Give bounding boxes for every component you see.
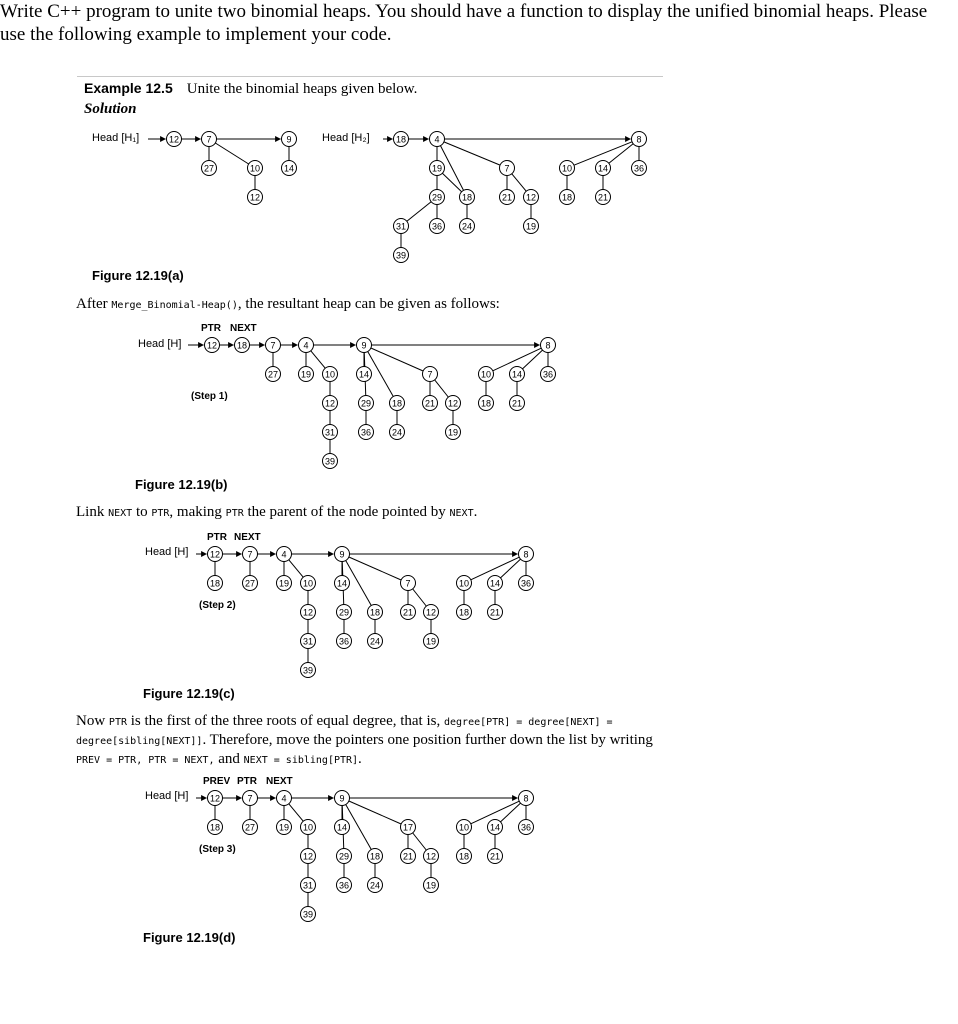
heap-node-7 — [401, 576, 416, 591]
heap-node-27 — [202, 161, 217, 176]
tree-edge — [444, 142, 500, 165]
heap-node-12 — [208, 791, 223, 806]
heap-node-19 — [430, 161, 445, 176]
para2-code: PTR — [225, 508, 244, 519]
heap-node-39 — [394, 248, 409, 263]
svg-text:7: 7 — [405, 578, 411, 589]
svg-text:7: 7 — [427, 369, 433, 380]
svg-text:4: 4 — [434, 134, 440, 145]
svg-text:4: 4 — [281, 549, 287, 560]
svg-text:21: 21 — [489, 851, 501, 862]
heap-node-19 — [446, 425, 461, 440]
svg-text:21: 21 — [511, 398, 523, 409]
svg-text:21: 21 — [489, 607, 501, 618]
heap-node-12 — [524, 190, 539, 205]
para3-code: PTR — [108, 717, 127, 728]
svg-text:7: 7 — [270, 340, 276, 351]
heap-node-21 — [488, 849, 503, 864]
heap-node-4 — [430, 132, 445, 147]
svg-text:10: 10 — [561, 163, 573, 174]
para3-code: NEXT = sibling[PTR] — [243, 755, 359, 766]
svg-text:29: 29 — [431, 192, 443, 203]
para1-code: Merge_Binomial-Heap() — [111, 300, 238, 311]
fig-b-next-label: NEXT — [230, 323, 257, 334]
svg-text:10: 10 — [324, 369, 336, 380]
question-text: Write C++ program to unite two binomial heaps. You should have a function to display the unified binomial heaps. Please use the following example to implement your code. — [0, 1, 928, 45]
heap-node-10 — [457, 820, 472, 835]
heap-node-19 — [277, 576, 292, 591]
svg-text:12: 12 — [324, 398, 336, 409]
fig-a-head2-label: Head [H₂] — [322, 132, 370, 144]
heap-node-24 — [368, 878, 383, 893]
heap-node-18 — [457, 849, 472, 864]
heap-node-12 — [424, 605, 439, 620]
svg-text:18: 18 — [395, 134, 407, 145]
heap-node-7 — [202, 132, 217, 147]
heap-node-18 — [208, 576, 223, 591]
heap-node-31 — [301, 878, 316, 893]
svg-text:12: 12 — [206, 340, 218, 351]
fig-c-step-label: (Step 2) — [199, 600, 236, 611]
para2-text: Link — [76, 504, 109, 520]
svg-text:21: 21 — [424, 398, 436, 409]
heap-node-8 — [541, 338, 556, 353]
heap-node-12 — [248, 190, 263, 205]
heap-node-31 — [301, 634, 316, 649]
heap-node-19 — [424, 634, 439, 649]
heap-node-10 — [457, 576, 472, 591]
heap-node-24 — [390, 425, 405, 440]
heap-node-14 — [510, 367, 525, 382]
tree-edge — [289, 560, 303, 577]
svg-text:27: 27 — [203, 163, 215, 174]
svg-text:24: 24 — [369, 636, 381, 647]
svg-text:18: 18 — [209, 822, 221, 833]
svg-text:10: 10 — [480, 369, 492, 380]
svg-text:9: 9 — [339, 549, 345, 560]
svg-text:12: 12 — [302, 607, 314, 618]
para3-text: and — [214, 751, 244, 767]
svg-text:4: 4 — [303, 340, 309, 351]
svg-text:4: 4 — [281, 793, 287, 804]
svg-text:14: 14 — [511, 369, 523, 380]
tree-edge — [311, 351, 325, 368]
heap-node-36 — [359, 425, 374, 440]
svg-text:10: 10 — [458, 578, 470, 589]
heap-node-14 — [282, 161, 297, 176]
svg-text:21: 21 — [402, 607, 414, 618]
svg-text:9: 9 — [361, 340, 367, 351]
svg-text:19: 19 — [278, 578, 290, 589]
fig-b-head-label: Head [H] — [138, 338, 182, 350]
heap-node-24 — [460, 219, 475, 234]
heap-node-12 — [301, 849, 316, 864]
svg-text:10: 10 — [249, 163, 261, 174]
svg-text:14: 14 — [489, 578, 501, 589]
heap-node-9 — [357, 338, 372, 353]
para3-text: . Therefore, move the pointers one position further down the list by writing — [202, 732, 653, 748]
svg-text:31: 31 — [302, 880, 314, 891]
para2-text: to — [132, 504, 152, 520]
svg-text:18: 18 — [236, 340, 248, 351]
svg-text:12: 12 — [425, 607, 437, 618]
svg-text:10: 10 — [302, 578, 314, 589]
figure-c-caption: Figure 12.19(c) — [143, 686, 235, 701]
heap-node-8 — [519, 547, 534, 562]
svg-text:19: 19 — [425, 880, 437, 891]
heap-node-21 — [401, 849, 416, 864]
svg-text:19: 19 — [447, 427, 459, 438]
heap-node-27 — [243, 820, 258, 835]
svg-text:14: 14 — [358, 369, 370, 380]
heap-node-29 — [430, 190, 445, 205]
heap-node-36 — [541, 367, 556, 382]
heap-node-24 — [368, 634, 383, 649]
heap-node-7 — [423, 367, 438, 382]
fig-d-step-label: (Step 3) — [199, 844, 236, 855]
tree-edge — [512, 174, 526, 191]
heap-node-39 — [301, 663, 316, 678]
heap-node-8 — [632, 132, 647, 147]
svg-text:10: 10 — [302, 822, 314, 833]
svg-text:24: 24 — [369, 880, 381, 891]
heap-node-7 — [243, 791, 258, 806]
svg-text:12: 12 — [209, 793, 221, 804]
heap-node-19 — [524, 219, 539, 234]
heap-node-27 — [243, 576, 258, 591]
heap-node-10 — [560, 161, 575, 176]
svg-text:18: 18 — [209, 578, 221, 589]
tree-edge — [289, 804, 303, 821]
fig-d-head-label: Head [H] — [145, 790, 189, 802]
heap-node-21 — [401, 605, 416, 620]
heap-node-12 — [205, 338, 220, 353]
svg-text:7: 7 — [504, 163, 510, 174]
heap-node-21 — [596, 190, 611, 205]
heap-node-36 — [430, 219, 445, 234]
heap-node-14 — [596, 161, 611, 176]
fig-d-ptr-label: PTR — [237, 776, 257, 787]
heap-node-19 — [277, 820, 292, 835]
svg-text:36: 36 — [360, 427, 372, 438]
svg-text:18: 18 — [461, 192, 473, 203]
svg-text:36: 36 — [520, 822, 532, 833]
heap-node-12 — [424, 849, 439, 864]
figure-b-caption: Figure 12.19(b) — [135, 477, 228, 492]
svg-text:14: 14 — [283, 163, 295, 174]
heap-node-19 — [299, 367, 314, 382]
heap-node-18 — [368, 849, 383, 864]
heap-node-21 — [488, 605, 503, 620]
heap-node-12 — [301, 605, 316, 620]
example-text: Unite the binomial heaps given below. — [186, 81, 418, 97]
fig-c-head-label: Head [H] — [145, 546, 189, 558]
svg-text:8: 8 — [636, 134, 642, 145]
svg-text:27: 27 — [244, 822, 256, 833]
tree-edge — [435, 380, 449, 397]
heap-node-21 — [423, 396, 438, 411]
figure-a-caption: Figure 12.19(a) — [92, 268, 184, 283]
para1-text: After — [76, 296, 112, 312]
svg-text:19: 19 — [525, 221, 537, 232]
heap-node-36 — [337, 878, 352, 893]
tree-edge — [500, 559, 520, 578]
para2-code: NEXT — [449, 508, 474, 519]
heap-node-36 — [337, 634, 352, 649]
heap-node-14 — [335, 820, 350, 835]
heap-node-10 — [323, 367, 338, 382]
heap-node-14 — [488, 576, 503, 591]
heap-node-10 — [479, 367, 494, 382]
svg-text:21: 21 — [402, 851, 414, 862]
heap-node-19 — [424, 878, 439, 893]
heap-node-4 — [277, 547, 292, 562]
tree-edge — [442, 173, 461, 192]
fig-c-ptr-label: PTR — [207, 532, 227, 543]
svg-text:29: 29 — [338, 851, 350, 862]
para1-text-end: , the resultant heap can be given as follows: — [237, 296, 500, 312]
svg-text:7: 7 — [206, 134, 212, 145]
heap-node-17 — [401, 820, 416, 835]
heap-node-29 — [337, 849, 352, 864]
svg-text:9: 9 — [286, 134, 292, 145]
svg-text:36: 36 — [338, 636, 350, 647]
svg-text:21: 21 — [597, 192, 609, 203]
fig-d-prev-label: PREV — [203, 776, 231, 787]
heap-node-27 — [266, 367, 281, 382]
heap-node-18 — [390, 396, 405, 411]
svg-text:19: 19 — [431, 163, 443, 174]
heap-node-21 — [510, 396, 525, 411]
heap-node-7 — [500, 161, 515, 176]
svg-text:12: 12 — [425, 851, 437, 862]
heap-node-36 — [519, 820, 534, 835]
svg-text:31: 31 — [324, 427, 336, 438]
svg-text:7: 7 — [247, 549, 253, 560]
heap-node-9 — [335, 791, 350, 806]
tree-edge — [407, 202, 431, 222]
svg-text:14: 14 — [489, 822, 501, 833]
para3-text: . — [358, 751, 362, 767]
para2-text: the parent of the node pointed by — [243, 504, 450, 520]
svg-text:39: 39 — [302, 909, 314, 920]
heap-node-18 — [368, 605, 383, 620]
svg-text:19: 19 — [278, 822, 290, 833]
svg-text:24: 24 — [461, 221, 473, 232]
heap-node-18 — [208, 820, 223, 835]
heap-node-12 — [323, 396, 338, 411]
heap-node-7 — [243, 547, 258, 562]
heap-node-12 — [167, 132, 182, 147]
svg-text:29: 29 — [338, 607, 350, 618]
heap-node-18 — [394, 132, 409, 147]
heap-node-4 — [277, 791, 292, 806]
svg-text:36: 36 — [633, 163, 645, 174]
heap-node-29 — [337, 605, 352, 620]
para3-text: is the first of the three roots of equal degree, that is, — [126, 713, 444, 729]
para2-code: NEXT — [108, 508, 133, 519]
svg-text:29: 29 — [360, 398, 372, 409]
svg-text:12: 12 — [209, 549, 221, 560]
heap-node-9 — [282, 132, 297, 147]
heap-node-31 — [323, 425, 338, 440]
tree-edge — [413, 833, 427, 850]
para2-text: , making — [169, 504, 226, 520]
heap-node-36 — [632, 161, 647, 176]
fig-b-step-label: (Step 1) — [191, 391, 228, 402]
tree-edge — [522, 350, 542, 369]
heap-node-10 — [248, 161, 263, 176]
heap-node-18 — [560, 190, 575, 205]
svg-text:18: 18 — [480, 398, 492, 409]
heap-node-39 — [301, 907, 316, 922]
svg-text:12: 12 — [302, 851, 314, 862]
para3-text: Now — [76, 713, 109, 729]
heap-node-14 — [335, 576, 350, 591]
heap-node-10 — [301, 576, 316, 591]
svg-text:8: 8 — [523, 793, 529, 804]
heap-node-29 — [359, 396, 374, 411]
svg-text:12: 12 — [249, 192, 261, 203]
svg-text:21: 21 — [501, 192, 513, 203]
svg-text:39: 39 — [302, 665, 314, 676]
svg-text:9: 9 — [339, 793, 345, 804]
tree-edge — [500, 803, 520, 822]
para3-code: degree[PTR] = degree[NEXT] = — [443, 717, 613, 728]
fig-a-head1-label: Head [H₁] — [92, 132, 140, 144]
heap-node-9 — [335, 547, 350, 562]
svg-text:27: 27 — [267, 369, 279, 380]
svg-text:36: 36 — [542, 369, 554, 380]
figure-d-caption: Figure 12.19(d) — [143, 930, 236, 945]
heap-node-14 — [357, 367, 372, 382]
tree-edge — [349, 557, 401, 580]
svg-text:36: 36 — [520, 578, 532, 589]
svg-text:10: 10 — [458, 822, 470, 833]
svg-text:18: 18 — [458, 851, 470, 862]
svg-text:8: 8 — [523, 549, 529, 560]
svg-text:18: 18 — [369, 851, 381, 862]
heap-node-18 — [460, 190, 475, 205]
svg-text:14: 14 — [336, 822, 348, 833]
svg-text:31: 31 — [395, 221, 407, 232]
fig-c-next-label: NEXT — [234, 532, 261, 543]
heap-node-12 — [446, 396, 461, 411]
heap-node-36 — [519, 576, 534, 591]
svg-text:19: 19 — [300, 369, 312, 380]
svg-text:36: 36 — [338, 880, 350, 891]
para2-code: PTR — [151, 508, 170, 519]
tree-edge — [371, 348, 423, 371]
para3-code: degree[sibling[NEXT]] — [76, 736, 203, 747]
heap-node-31 — [394, 219, 409, 234]
tree-edge — [413, 589, 427, 606]
svg-text:17: 17 — [402, 822, 414, 833]
fig-d-next-label: NEXT — [266, 776, 293, 787]
tree-edge — [349, 801, 401, 824]
heap-node-39 — [323, 454, 338, 469]
svg-text:36: 36 — [431, 221, 443, 232]
svg-text:31: 31 — [302, 636, 314, 647]
heap-node-7 — [266, 338, 281, 353]
svg-text:39: 39 — [395, 250, 407, 261]
svg-text:12: 12 — [168, 134, 180, 145]
heap-node-8 — [519, 791, 534, 806]
svg-text:18: 18 — [458, 607, 470, 618]
heap-node-21 — [500, 190, 515, 205]
heap-node-12 — [208, 547, 223, 562]
svg-text:7: 7 — [247, 793, 253, 804]
solution-label: Solution — [84, 101, 137, 117]
svg-text:14: 14 — [336, 578, 348, 589]
svg-text:14: 14 — [597, 163, 609, 174]
svg-text:19: 19 — [425, 636, 437, 647]
heap-node-10 — [301, 820, 316, 835]
svg-text:27: 27 — [244, 578, 256, 589]
svg-text:18: 18 — [561, 192, 573, 203]
fig-b-ptr-label: PTR — [201, 323, 221, 334]
svg-text:8: 8 — [545, 340, 551, 351]
example-label: Example 12.5 — [84, 80, 173, 96]
para3-code: PREV = PTR, PTR = NEXT, — [76, 755, 215, 766]
tree-edge — [215, 143, 248, 164]
svg-text:39: 39 — [324, 456, 336, 467]
svg-text:12: 12 — [447, 398, 459, 409]
heap-node-18 — [235, 338, 250, 353]
heap-node-18 — [457, 605, 472, 620]
svg-text:18: 18 — [369, 607, 381, 618]
svg-text:12: 12 — [525, 192, 537, 203]
heap-node-18 — [479, 396, 494, 411]
heap-node-4 — [299, 338, 314, 353]
heap-node-14 — [488, 820, 503, 835]
para2-text: . — [473, 504, 478, 520]
svg-text:24: 24 — [391, 427, 403, 438]
svg-text:18: 18 — [391, 398, 403, 409]
